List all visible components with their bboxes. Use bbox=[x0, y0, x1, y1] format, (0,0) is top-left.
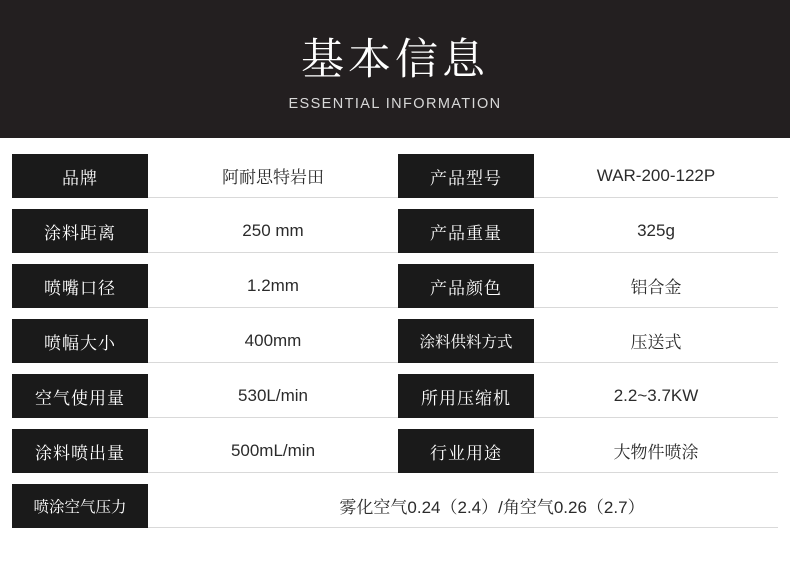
spec-label: 涂料供料方式 bbox=[398, 319, 534, 363]
table-row bbox=[12, 429, 778, 473]
spec-value: WAR-200-122P bbox=[534, 154, 778, 198]
table-row bbox=[12, 319, 778, 363]
spec-value: 325g bbox=[534, 209, 778, 253]
spec-value: 250 mm bbox=[148, 209, 398, 253]
spec-label: 行业用途 bbox=[398, 429, 534, 473]
specification-table bbox=[12, 154, 778, 528]
spec-value: 530L/min bbox=[148, 374, 398, 418]
spec-label: 喷幅大小 bbox=[12, 319, 148, 363]
spec-value bbox=[148, 484, 778, 528]
spec-label: 所用压缩机 bbox=[398, 374, 534, 418]
spec-label: 涂料喷出量 bbox=[12, 429, 148, 473]
table-row bbox=[12, 374, 778, 418]
table-row bbox=[12, 209, 778, 253]
table-row bbox=[12, 264, 778, 308]
spec-value: 500mL/min bbox=[148, 429, 398, 473]
table-row bbox=[12, 154, 778, 198]
page-subtitle: ESSENTIAL INFORMATION bbox=[288, 95, 502, 112]
spec-label: 品牌 bbox=[12, 154, 148, 198]
page-title: 基本信息 bbox=[301, 36, 489, 85]
spec-value: 400mm bbox=[148, 319, 398, 363]
table-row bbox=[12, 484, 778, 528]
spec-value: 大物件喷涂 bbox=[534, 429, 778, 473]
spec-label: 产品型号 bbox=[398, 154, 534, 198]
spec-label: 产品颜色 bbox=[398, 264, 534, 308]
spec-label: 涂料距离 bbox=[12, 209, 148, 253]
spec-value-text: 雾化空气0.24（2.4）/角空气0.26（2.7） bbox=[339, 498, 645, 517]
spec-value: 2.2~3.7KW bbox=[534, 374, 778, 418]
spec-value: 阿耐思特岩田 bbox=[148, 154, 398, 198]
header-banner bbox=[0, 0, 790, 138]
spec-label: 喷嘴口径 bbox=[12, 264, 148, 308]
spec-label: 喷涂空气压力 bbox=[12, 484, 148, 528]
spec-label: 产品重量 bbox=[398, 209, 534, 253]
spec-value: 压送式 bbox=[534, 319, 778, 363]
spec-value: 1.2mm bbox=[148, 264, 398, 308]
spec-value: 铝合金 bbox=[534, 264, 778, 308]
spec-label: 空气使用量 bbox=[12, 374, 148, 418]
